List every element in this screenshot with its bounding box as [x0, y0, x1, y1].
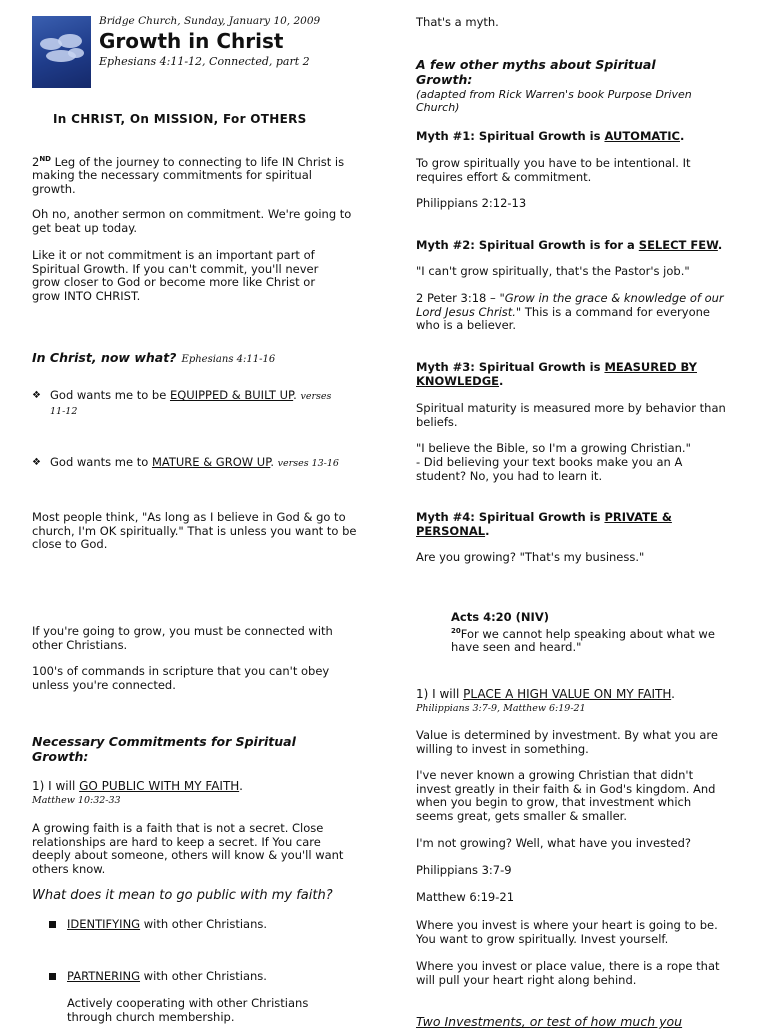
commitment-1-ref: Matthew 10:32-33 [32, 795, 121, 806]
myth-1-ref: Philippians 2:12-13 [416, 196, 527, 210]
ordinal-suffix: ND [39, 155, 51, 163]
paragraph-rope: Where you invest or place value, there is a rope that will pull your heart right along behind. [416, 959, 720, 987]
myth-underline: PERSONAL [416, 524, 486, 538]
paragraph-commitment: Like it or not commitment is an important part of Spiritual Growth. If you can't commit, you'll never grow closer to God or become more like Christ or grow INTO CHRIST. [32, 248, 319, 303]
paragraph-membership: Actively cooperating with other Christians through church membership. [67, 996, 309, 1024]
bullet-underline: PARTNERING [67, 969, 141, 983]
bullet-mature: God wants me to MATURE & GROW UP. verses 13-16 [50, 455, 339, 469]
verse-title: Acts 4:20 (NIV) [451, 610, 549, 624]
bullet-text: God wants me to [50, 455, 152, 469]
myth-underline: AUTOMATIC [604, 129, 680, 143]
myth-underline: PRIVATE & [604, 510, 672, 524]
bullet-ref: verses 11-12 [50, 391, 332, 417]
verse-ref: 2 Peter 3:18 – [416, 291, 500, 305]
diamond-bullet-icon: ❖ [32, 390, 41, 401]
paragraph-most-people: Most people think, "As long as I believe in God & go to church, I'm OK spiritually." That is unless you want to be close to God. [32, 510, 357, 551]
myth-1-heading: Myth #1: Spiritual Growth is AUTOMATIC. [416, 129, 685, 143]
paragraph-sermon: Oh no, another sermon on commitment. We're going to get beat up today. [32, 207, 352, 235]
tagline: In CHRIST, On MISSION, For OTHERS [53, 112, 307, 126]
bullet-ref: verses 13-16 [277, 458, 339, 469]
verse-text [451, 625, 731, 655]
bullet-identifying [67, 918, 267, 932]
paragraph-growing-faith: A growing faith is a faith that is not a secret. Close relationships are hard to keep a secret. If You care deeply about someone, others will know & you'll want others know. [32, 821, 344, 876]
heading-ref: Ephesians 4:11-16 [181, 354, 276, 365]
section-heading-investments: Two Investments, or test of how much you [416, 1014, 683, 1029]
verse-body: For we cannot help speaking about what we have seen and heard." [451, 626, 715, 655]
commitment-prefix: 1) I will [416, 687, 464, 701]
bullet-underline: MATURE & GROW UP [151, 455, 271, 469]
paragraph-not-growing: I'm not growing? Well, what have you invested? [416, 836, 692, 850]
section-heading-commitments: Necessary Commitments for Spiritual Growth: [32, 734, 296, 764]
diamond-bullet-icon: ❖ [32, 457, 41, 468]
bullet-text: God wants me to be [50, 388, 170, 402]
myth-text: Myth #3: Spiritual Growth is [416, 360, 605, 374]
verse-quote: "Grow in the grace & knowledge of our Lord Jesus Christ." [416, 291, 724, 319]
myths-source-note: (adapted from Rick Warren's book Purpose Driven Church) [416, 88, 692, 114]
myth-3-body: Spiritual maturity is measured more by behavior than beliefs. [416, 401, 726, 429]
myth-4-body: Are you growing? "That's my business." [416, 550, 645, 564]
commitment-underline: GO PUBLIC WITH MY FAITH [79, 779, 240, 793]
bullet-text: with other Christians. [140, 969, 267, 983]
ordinal-number: 2 [32, 154, 40, 169]
bullet-equipped: God wants me to be EQUIPPED & BUILT UP. verses 11-12 [50, 388, 332, 417]
paragraph-matthew: Matthew 6:19-21 [416, 890, 515, 904]
commitment-underline: PLACE A HIGH VALUE ON MY FAITH [463, 687, 672, 701]
myth-text: Myth #4: Spiritual Growth is [416, 510, 605, 524]
commitment-2-ref: Philippians 3:7-9, Matthew 6:19-21 [416, 703, 586, 714]
header-subtitle: Ephesians 4:11-12, Connected, part 2 [99, 55, 310, 68]
paragraph-heart: Where you invest is where your heart is going to be. You want to grow spiritually. Invest yourself. [416, 918, 718, 946]
bullet-partnering [67, 970, 267, 984]
myth-4-heading: Myth #4: Spiritual Growth is PRIVATE & PERSONAL. [416, 510, 672, 538]
myth-text: Myth #1: Spiritual Growth is [416, 129, 605, 143]
myth-2-verse [416, 292, 736, 333]
section-heading-in-christ [32, 347, 275, 366]
myth-underline: SELECT FEW [638, 238, 718, 252]
square-bullet-icon [49, 973, 56, 980]
myth-3-quote: "I believe the Bible, so I'm a growing Christian." [416, 441, 691, 455]
commitment-prefix: 1) I will [32, 779, 80, 793]
header-meta: Bridge Church, Sunday, January 10, 2009 [99, 15, 321, 27]
paragraph-myth: That's a myth. [416, 15, 499, 29]
paragraph-text: Leg of the journey to connecting to life IN Christ is making the necessary commitments for spiritual growth. [32, 154, 345, 196]
commitment-2: 1) I will PLACE A HIGH VALUE ON MY FAITH. [416, 687, 675, 701]
myth-2-heading: Myth #2: Spiritual Growth is for a SELECT FEW. [416, 238, 723, 252]
question-go-public: What does it mean to go public with my faith? [32, 888, 333, 903]
paragraph-invest: I've never known a growing Christian that didn't invest greatly in their faith & in God's kingdom. And when you begin to grow, that investment which seems great, gets smaller & smaller. [416, 768, 716, 823]
section-heading-myths: A few other myths about Spiritual Growth: [416, 57, 656, 87]
square-bullet-icon [49, 921, 56, 928]
myth-3-heading: Myth #3: Spiritual Growth is MEASURED BY KNOWLEDGE. [416, 360, 697, 388]
paragraph-philippians: Philippians 3:7-9 [416, 863, 512, 877]
myth-underline: MEASURED BY [604, 360, 697, 374]
bullet-underline: IDENTIFYING [67, 917, 141, 931]
paragraph-commands: 100's of commands in scripture that you can't obey unless you're connected. [32, 664, 330, 692]
myth-2-body: "I can't grow spiritually, that's the Pastor's job." [416, 264, 690, 278]
paragraph-value: Value is determined by investment. By what you are willing to invest in something. [416, 728, 718, 756]
myth-text: Myth #2: Spiritual Growth is for a [416, 238, 639, 252]
page-title: Growth in Christ [99, 29, 284, 53]
paragraph-leg [32, 153, 357, 196]
myth-1-body: To grow spiritually you have to be intentional. It requires effort & commitment. [416, 156, 691, 184]
myth-underline: KNOWLEDGE [416, 374, 500, 388]
paragraph-connected: If you're going to grow, you must be connected with other Christians. [32, 624, 333, 652]
bullet-underline: EQUIPPED & BUILT UP [169, 388, 294, 402]
verse-rest: This is a command for everyone who is a believer. [416, 304, 710, 332]
church-logo [32, 16, 91, 88]
myth-3-question: - Did believing your text books make you an A student? No, you had to learn it. [416, 455, 683, 483]
verse-number: 20 [451, 627, 461, 635]
heading-text: In Christ, now what? [32, 350, 177, 365]
commitment-1: 1) I will GO PUBLIC WITH MY FAITH. [32, 779, 243, 793]
bullet-text: with other Christians. [140, 917, 267, 931]
